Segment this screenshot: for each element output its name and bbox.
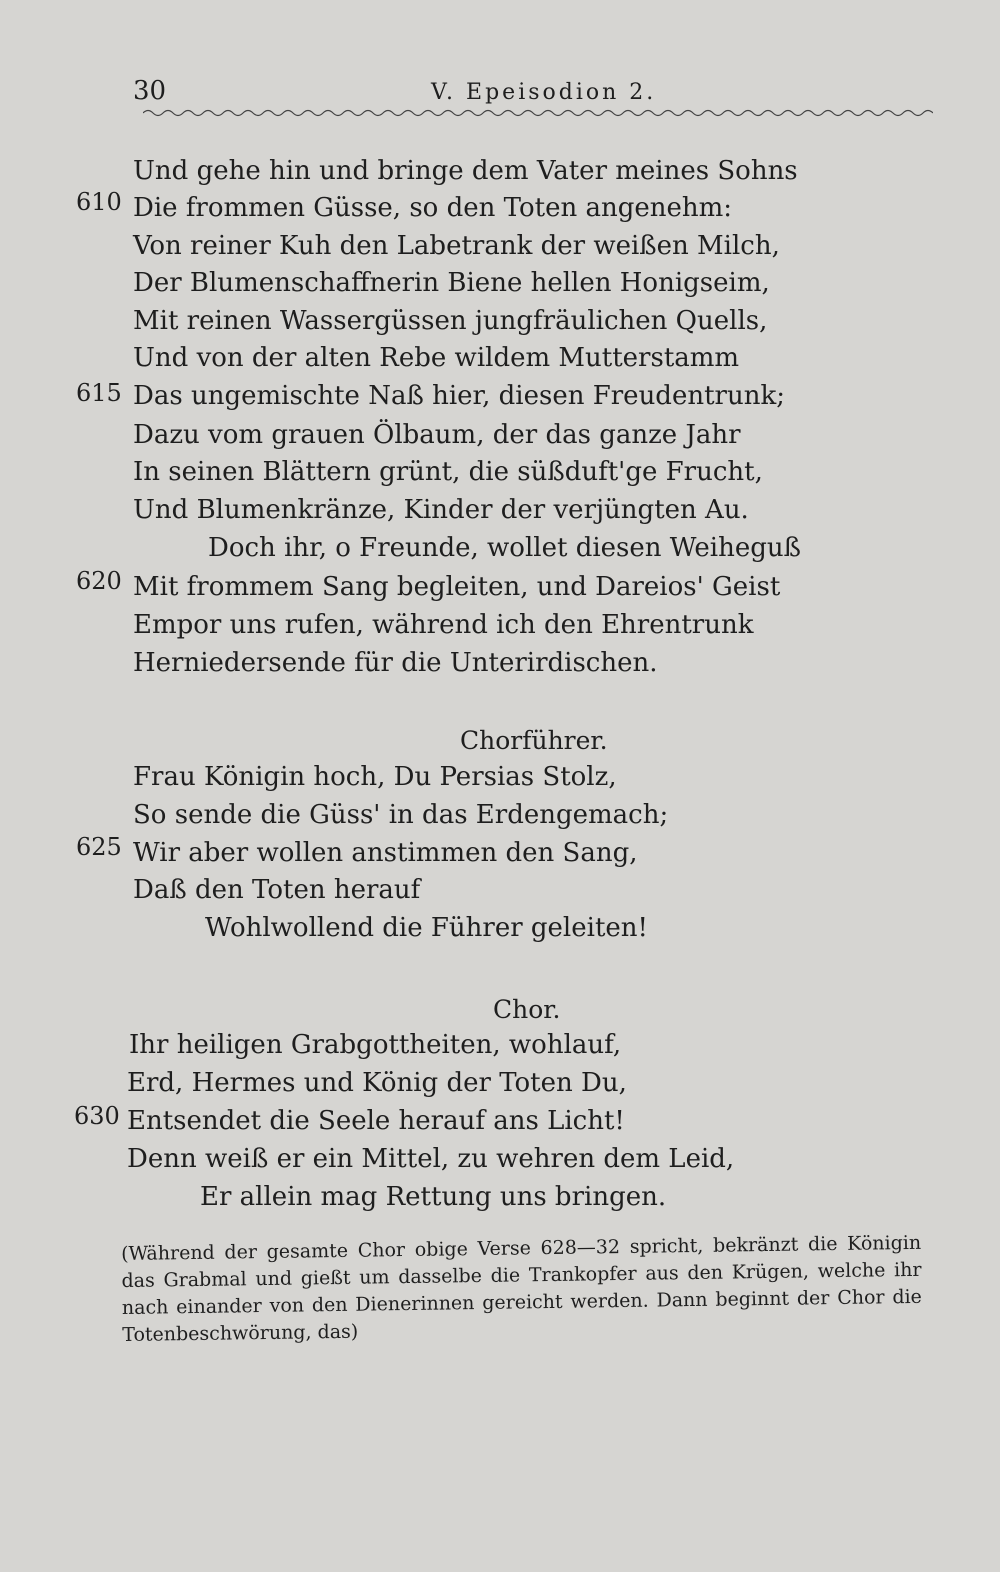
verse-line: Herniedersende für die Unterirdischen. — [133, 648, 658, 678]
verse-line: Das ungemischte Naß hier, diesen Freudentrunk; — [133, 381, 785, 411]
line-number: 615 — [76, 379, 122, 407]
stage-direction: (Während der gesamte Chor obige Verse 628—32 spricht, bekränzt die Königin das Grabmal und gießt um dasselbe die Trankopfer aus den Krügen, welche ihr nach einander von den Dienerinnen gereicht werden. Dann beginnt der Chor die Totenbeschwörung, das) — [121, 1231, 923, 1346]
verse-line: Frau Königin hoch, Du Persias Stolz, — [133, 762, 617, 792]
verse-line: Dazu vom grauen Ölbaum, der das ganze Jahr — [133, 420, 741, 450]
running-title: V. Epeisodion 2. — [431, 80, 657, 105]
verse-line: Erd, Hermes und König der Toten Du, — [127, 1068, 627, 1098]
verse-line: So sende die Güss' in das Erdengemach; — [133, 800, 669, 830]
line-number: 630 — [74, 1102, 120, 1130]
verse-line: Der Blumenschaffnerin Biene hellen Honigseim, — [133, 268, 770, 298]
line-number: 620 — [76, 567, 122, 595]
verse-line: Wir aber wollen anstimmen den Sang, — [133, 838, 638, 868]
page-number: 30 — [133, 76, 167, 106]
speaker-label-chorfuehrer: Chorführer. — [460, 726, 608, 755]
verse-line: Die frommen Güsse, so den Toten angenehm: — [133, 193, 733, 223]
line-number: 610 — [76, 188, 122, 216]
verse-line: Daß den Toten herauf — [133, 875, 421, 905]
verse-line: Und Blumenkränze, Kinder der verjüngten Au. — [133, 495, 749, 525]
line-number: 625 — [76, 833, 122, 861]
verse-line: Doch ihr, o Freunde, wollet diesen Weiheguß — [208, 533, 801, 563]
verse-line: Mit reinen Wassergüssen jungfräulichen Quells, — [133, 306, 768, 336]
speaker-label-chor: Chor. — [493, 995, 561, 1024]
verse-line: Wohlwollend die Führer geleiten! — [205, 913, 648, 943]
verse-line: Entsendet die Seele herauf ans Licht! — [127, 1106, 625, 1136]
wavy-rule — [143, 108, 933, 118]
page-header — [133, 70, 933, 110]
verse-line: Er allein mag Rettung uns bringen. — [200, 1182, 667, 1212]
verse-line: Empor uns rufen, während ich den Ehrentrunk — [133, 610, 754, 640]
verse-line: In seinen Blättern grünt, die süßduft'ge Frucht, — [133, 457, 763, 487]
verse-line: Und von der alten Rebe wildem Mutterstamm — [133, 343, 740, 373]
verse-line: Und gehe hin und bringe dem Vater meines Sohns — [133, 156, 798, 186]
verse-line: Mit frommem Sang begleiten, und Dareios' Geist — [133, 572, 781, 602]
verse-line: Denn weiß er ein Mittel, zu wehren dem Leid, — [127, 1144, 735, 1174]
verse-line: Ihr heiligen Grabgottheiten, wohlauf, — [129, 1030, 622, 1060]
verse-line: Von reiner Kuh den Labetrank der weißen Milch, — [133, 231, 780, 261]
